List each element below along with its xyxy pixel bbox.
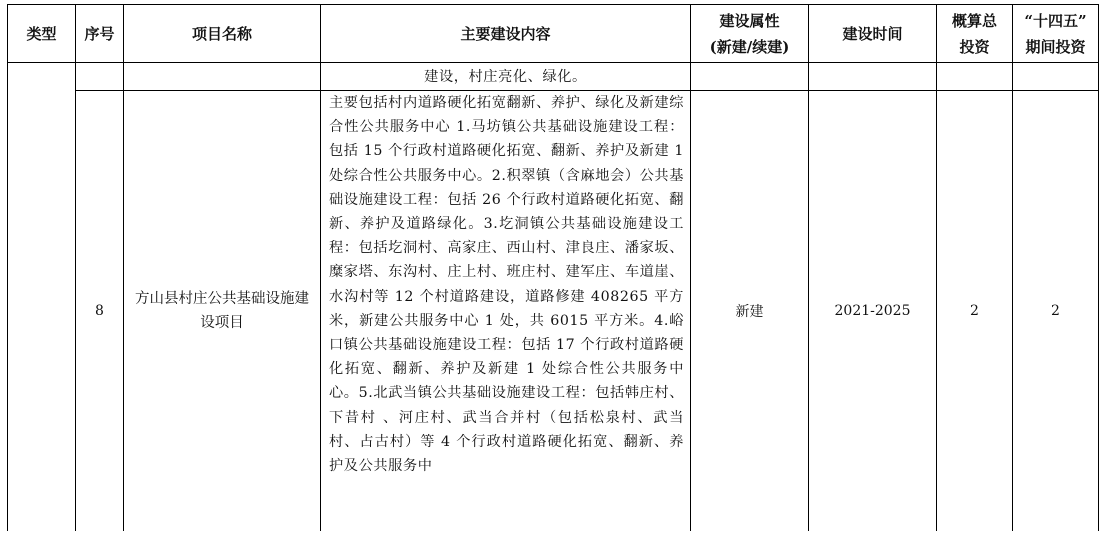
header-type: 类型 xyxy=(8,5,76,63)
cont-attr-cell xyxy=(691,63,809,91)
header-attr xyxy=(691,5,809,63)
header-budget xyxy=(937,5,1013,63)
header-plan-line1: “十四五” xyxy=(1024,11,1087,30)
header-seq: 序号 xyxy=(76,5,124,63)
header-budget-line2: 投资 xyxy=(959,37,990,56)
continuation-row xyxy=(8,63,1099,91)
attr-cell: 新建 xyxy=(691,91,809,531)
header-attr-line2: (新建/续建) xyxy=(709,37,790,56)
header-plan xyxy=(1013,5,1099,63)
header-time: 建设时间 xyxy=(809,5,937,63)
cont-seq-cell xyxy=(76,63,124,91)
cont-content-cell: 建设，村庄亮化、绿化。 xyxy=(321,63,691,91)
budget-cell: 2 xyxy=(937,91,1013,531)
plan-cell: 2 xyxy=(1013,91,1099,531)
seq-cell: 8 xyxy=(76,91,124,531)
project-name-cell: 方山县村庄公共基础设施建设项目 xyxy=(124,91,321,531)
cont-plan-cell xyxy=(1013,63,1099,91)
type-cell xyxy=(8,63,76,531)
header-plan-line2: 期间投资 xyxy=(1025,37,1086,56)
header-attr-line1: 建设属性 xyxy=(719,11,780,30)
cont-time-cell xyxy=(809,63,937,91)
project-table xyxy=(7,4,1099,531)
cont-name-cell xyxy=(124,63,321,91)
cont-budget-cell xyxy=(937,63,1013,91)
header-content: 主要建设内容 xyxy=(321,5,691,63)
content-cell: 主要包括村内道路硬化拓宽翻新、养护、绿化及新建综合性公共服务中心 1.马坊镇公共基础设施建设工程：包括 15 个行政村道路硬化拓宽、翻新、养护及新建 1 处综合性公共服务中心。2.积翠镇（含麻地会）公共基础设施建设工程：包括 26 个行政村道路硬化拓宽、翻新、养护及道路绿化。3.圪洞镇公共基础设施建设工程：包括圪洞村、高家庄、西山村、津良庄、潘家坂、糜家塔、东沟村、庄上村、班庄村、建军庄、车道崖、水沟村等 12 个村道路建设，道路修建 408265 平方米，新建公共服务中心 1 处，共 6015 平方米。4.峪口镇公共基础设施建设工程：包括 17 个行政村道路硬化拓宽、翻新、养护及新建 1 处综合性公共服务中心。5.北武当镇公共基础设施建设工程：包括韩庄村、下昔村 、河庄村、武当合并村（包括松泉村、武当村、占古村）等 4 个行政村道路硬化拓宽、翻新、养护及公共服务中 xyxy=(321,91,691,531)
header-row xyxy=(8,5,1099,63)
header-name: 项目名称 xyxy=(124,5,321,63)
time-cell: 2021-2025 xyxy=(809,91,937,531)
header-budget-line1: 概算总 xyxy=(951,11,997,30)
table-row xyxy=(8,91,1099,531)
